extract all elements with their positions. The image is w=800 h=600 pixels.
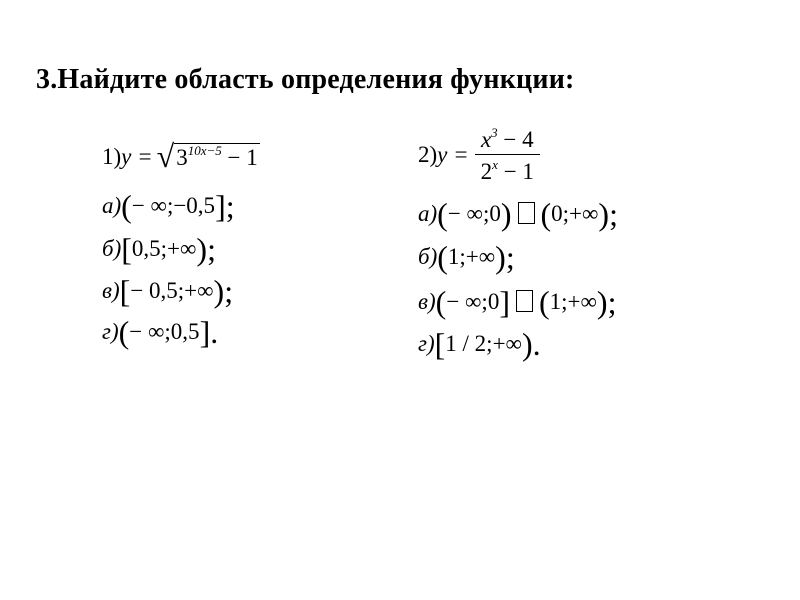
- open-bracket: [: [119, 273, 131, 309]
- open-bracket: [: [434, 326, 446, 362]
- close-bracket: );: [495, 239, 515, 275]
- close-bracket: ).: [521, 326, 541, 362]
- open-bracket: (: [435, 284, 447, 320]
- problem-1-label: 1): [102, 144, 122, 169]
- open-bracket: (: [121, 188, 132, 224]
- problem-2-label: 2): [418, 142, 438, 168]
- problem-2-function: [418, 126, 540, 185]
- close-bracket: );: [196, 231, 216, 267]
- problem-2-fraction: [475, 126, 540, 185]
- union-icon: [518, 202, 535, 224]
- numerator-tail: − 4: [497, 127, 534, 152]
- problem-2-option-v: [418, 286, 616, 318]
- option-letter: а): [418, 201, 438, 226]
- open-bracket: (: [538, 284, 550, 320]
- open-bracket: (: [437, 239, 448, 275]
- interval-body: − ∞;0: [447, 201, 501, 226]
- close-bracket: );: [598, 196, 618, 232]
- close-bracket: );: [213, 273, 234, 309]
- numerator-base: x: [480, 127, 492, 152]
- slide-title: 3.Найдите область определения функции:: [36, 64, 575, 95]
- option-letter: г): [418, 331, 435, 356]
- problem-2-option-b: [418, 241, 515, 273]
- problem-1-radicand: [174, 143, 260, 170]
- close-bracket: ];: [215, 188, 235, 224]
- problem-2-lhs: y =: [437, 142, 469, 168]
- interval-body: 1;+∞: [447, 244, 496, 269]
- denominator-exponent: x: [492, 157, 498, 173]
- numerator-exponent: 3: [491, 125, 498, 140]
- option-letter: б): [102, 236, 122, 261]
- interval-body: 0;+∞: [551, 201, 599, 226]
- problem-1-option-v: [102, 275, 233, 307]
- close-bracket: ]: [499, 284, 510, 320]
- open-bracket: (: [540, 196, 552, 232]
- radicand-tail: − 1: [221, 144, 258, 170]
- problem-1-lhs: y =: [121, 144, 153, 169]
- fraction-numerator: [475, 126, 540, 154]
- close-bracket: );: [596, 284, 617, 320]
- interval-body: − ∞;0: [446, 289, 500, 314]
- radicand-exponent: 10x−5: [187, 142, 222, 158]
- sqrt-icon: √: [156, 138, 175, 174]
- fraction-denominator: [475, 154, 540, 184]
- option-letter: в): [102, 278, 120, 303]
- close-bracket: ].: [199, 314, 219, 350]
- problem-1-option-b: [102, 233, 216, 265]
- close-bracket: ): [500, 196, 512, 232]
- problem-1-option-g: [102, 316, 218, 348]
- union-icon: [516, 290, 533, 312]
- option-letter: г): [102, 319, 119, 344]
- interval-body: − ∞;−0,5: [131, 193, 216, 218]
- option-letter: а): [102, 193, 122, 218]
- interval-body: 1;+∞: [549, 289, 597, 314]
- radicand-base: 3: [176, 144, 188, 170]
- problem-1-function: [102, 138, 260, 174]
- open-bracket: (: [437, 196, 448, 232]
- interval-body: 1 / 2;+∞: [445, 331, 522, 356]
- open-bracket: (: [118, 314, 130, 350]
- interval-body: 0,5;+∞: [131, 236, 197, 261]
- option-letter: б): [418, 244, 438, 269]
- problem-1-option-a: [102, 190, 235, 222]
- problem-2-option-g: [418, 328, 541, 360]
- option-letter: в): [418, 289, 436, 314]
- denominator-base: 2: [480, 159, 493, 185]
- denominator-tail: − 1: [497, 159, 534, 185]
- problem-2-option-a: [418, 198, 618, 230]
- open-bracket: [: [121, 231, 132, 267]
- interval-body: − ∞;0,5: [129, 319, 200, 344]
- interval-body: − 0,5;+∞: [130, 278, 214, 303]
